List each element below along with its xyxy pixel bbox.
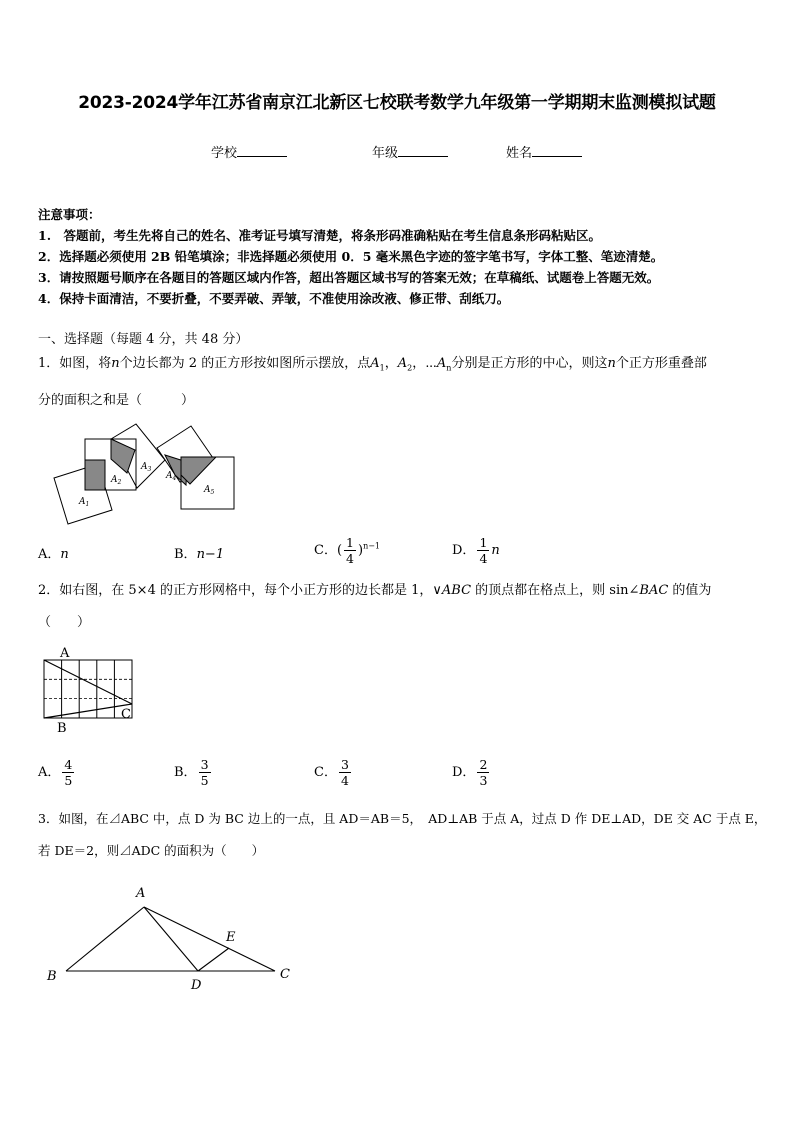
q1-sub: 1 [379, 363, 385, 373]
section-heading: 一、选择题（每题 4 分，共 48 分） [38, 332, 249, 347]
q1-figure [40, 410, 260, 535]
q1-var-a: A [370, 356, 380, 371]
choice-a[interactable]: A． $\frac{4}{5}$ [38, 757, 73, 788]
label-a: A [136, 886, 146, 901]
school-blank[interactable] [237, 144, 287, 157]
q2-text: 的顶点都在格点上，则 sin∠ [471, 583, 640, 598]
school-label: 学校 [211, 146, 238, 161]
q2-figure [36, 643, 146, 735]
q2-text: 的值为 [668, 583, 712, 598]
q2-angle: BAC [639, 583, 669, 598]
name-label: 姓名 [506, 146, 533, 161]
notice-item: 3．请按照题号顺序在各题目的答题区域内作答，超出答题区域书写的答案无效；在草稿纸、试题卷上答题无效。 [38, 270, 660, 285]
label-a3: $A_3$ [141, 462, 152, 473]
paper-title: 2023-2024学年江苏省南京江北新区七校联考数学九年级第一学期期末监测模拟试题 [78, 93, 716, 113]
q1-text: 分别是正方形的中心，则这 [451, 356, 608, 371]
notice-block [38, 204, 663, 309]
label-a1: $A_1$ [79, 497, 90, 508]
question-1 [38, 348, 758, 417]
label-c: C [121, 707, 131, 722]
q1-sub: n [446, 363, 452, 373]
notice-item: 2．选择题必须使用 2B 铅笔填涂；非选择题必须使用 0．5 毫米黑色字迹的签字笔书写，字体工整、笔迹清楚。 [38, 249, 664, 264]
grade-label: 年级 [372, 146, 399, 161]
segment-de [198, 948, 229, 971]
q1-var-a: A [436, 356, 447, 371]
q3-text-line1: 3．如图，在⊿ABC 中，点 D 为 BC 边上的一点，且 AD＝AB＝5， AD⊥AB 于点 A，过点 D 作 DE⊥AD，DE 交 AC 于点 E， [38, 811, 767, 826]
q2-triangle: ∨ABC [432, 583, 472, 598]
q2-choices [38, 757, 758, 791]
side-ab [66, 907, 144, 971]
label-a4: $A_4$ [166, 471, 177, 482]
q1-var-n: n [607, 356, 616, 371]
label-a5: $A_5$ [204, 485, 215, 496]
choice-b[interactable]: B．n−1 [174, 547, 225, 562]
choice-d[interactable]: D． $\frac{2}{3}$ [452, 757, 488, 788]
notice-item: 4．保持卡面清洁，不要折叠，不要弄破、弄皱，不准使用涂改液、修正带、刮纸刀。 [38, 291, 510, 306]
q1-sub: 2 [407, 363, 413, 373]
label-a2: $A_2$ [111, 475, 122, 486]
overlap-region [85, 460, 105, 490]
name-field[interactable] [506, 142, 582, 161]
q3-text-line2: 若 DE＝2，则⊿ADC 的面积为（ ） [38, 843, 265, 858]
overlap-region [181, 457, 216, 484]
label-b: B [57, 721, 67, 735]
q1-var-n: n [111, 356, 120, 371]
side-ac [44, 660, 132, 704]
side-ac [144, 907, 275, 971]
q1-text: ， [384, 356, 398, 371]
question-3 [38, 803, 767, 867]
q2-text: 2．如右图，在 5×4 的正方形网格中，每个小正方形的边长都是 1， [38, 583, 433, 598]
notice-heading: 注意事项： [38, 207, 101, 222]
label-a: A [60, 646, 70, 661]
question-2 [38, 575, 758, 639]
segment-ad [144, 907, 198, 971]
q1-text-line2: 分的面积之和是（ ） [38, 392, 195, 408]
grid [44, 660, 132, 718]
choice-b[interactable]: B． $\frac{3}{5}$ [174, 757, 209, 788]
label-e: E [226, 930, 236, 945]
school-field[interactable] [211, 142, 287, 161]
name-blank[interactable] [532, 144, 582, 157]
q1-var-a: A [397, 356, 408, 371]
q1-text: 1．如图，将 [38, 356, 112, 371]
q3-figure [40, 880, 310, 995]
q1-text: ，⋯ [412, 356, 437, 371]
overlap-region [111, 439, 135, 473]
q1-text: 个正方形重叠部 [615, 356, 707, 371]
choice-c[interactable]: C． $\frac{3}{4}$ [314, 757, 349, 788]
choice-d[interactable]: D． $\frac{1}{4}$ n [452, 535, 500, 566]
q1-text: 个边长都为 2 的正方形按如图所示摆放，点 [119, 356, 371, 371]
q2-text-line2: （ ） [38, 615, 91, 630]
label-d: D [191, 978, 202, 993]
choice-c[interactable]: C．( $\frac{1}{4}$ )$^{n-1}$ [314, 535, 381, 566]
grade-field[interactable] [372, 142, 448, 161]
notice-item: 1. 答题前，考生先将自己的姓名、准考证号填写清楚，将条形码准确粘贴在考生信息条形码粘贴区。 [38, 228, 602, 243]
side-bc [44, 704, 132, 718]
choice-a[interactable]: A．n [38, 547, 69, 562]
q1-choices [38, 535, 758, 573]
label-c: C [280, 967, 290, 982]
label-b: B [47, 969, 57, 984]
grade-blank[interactable] [398, 144, 448, 157]
